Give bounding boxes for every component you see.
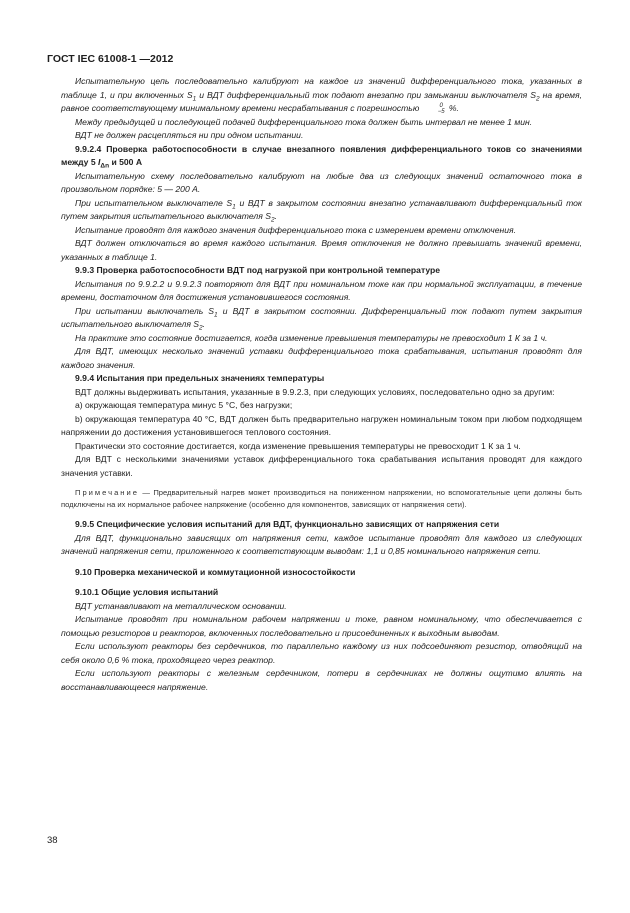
document-body [61,75,582,694]
standard-header: ГОСТ IEC 61008-1 —2012 [47,53,174,65]
paragraph: Испытание проводят для каждого значения дифференциального тока с измерением времени отключения. [75,224,516,235]
paragraph: Испытание проводят при номинальном рабочем напряжении и токе, равном номинальному, что обеспечивается с помощью резисторов и реакторов, включенных последовательно и присоединенных к выходным выводам. [61,614,582,638]
page-number: 38 [47,835,58,846]
tolerance-fraction: 0 −5 [437,102,445,115]
paragraph: Испытательную схему последовательно калибруют на любые два из следующих значений остаточного тока в произвольном порядке: 5 — 200 А. [61,170,582,194]
paragraph: ВДТ не должен расцепляться ни при одном испытании. [75,130,304,140]
note-label: Примечание [75,488,139,497]
paragraph: ВДТ должен отключаться во время каждого испытания. Время отключения не должно превышать значений времени, указанных в таблице 1. [61,238,582,262]
section-heading: 9.9.2.4 Проверка работоспособности в случае внезапного появления дифференциального токов со значениями между 5 $I_{\Delta n}$ и 500 А [61,143,582,170]
paragraph: Для ВДТ с несколькими значениями уставок дифференциального тока срабатывания испытания проводят для каждого значения уставки. [61,454,582,478]
paragraph: Для ВДТ, функционально зависящих от напряжения сети, каждое испытание проводят для каждого из следующих значений напряжения сети, приложенного к соответствующим выводам: 1,1 и 0,85 номинального напряжения сети. [61,532,582,556]
section-heading: 9.10 Проверка механической и коммутационной износостойкости [75,566,356,577]
list-item: b) окружающая температура 40 °С, ВДТ должен быть предварительно нагружен номинальным током при любом подходящем напряжении до достижения установившегося теплового состояния. [61,413,582,437]
paragraph: Испытательную цепь последовательно калибруют на каждое из значений дифференциального тока, указанных в таблице 1, и при включенных $S_1$ и ВДТ дифференциальный ток подают внезапно при замыкании выключателя $S_2$ на время, равное соответствующему минимальному времени несрабатывания с погрешностью 0 −5 %. [61,76,583,115]
paragraph: Если используют реакторы с железным сердечником, потери в сердечниках не должны ощутимо влиять на восстанавливающееся напряжение. [61,668,582,692]
section-heading: 9.10.1 Общие условия испытаний [75,587,219,597]
paragraph: При испытательном выключателе $S_1$ и ВДТ в закрытом состоянии внезапно устанавливают дифференциальный ток путем закрытия испытательного выключателя $S_2$. [61,197,582,224]
paragraph: ВДТ устанавливают на металлическом основании. [75,600,287,611]
paragraph: Испытания по 9.9.2.2 и 9.9.2.3 повторяют для ВДТ при номинальном токе как при нормальной эксплуатации, в течение времени, достаточном для достижения установившегося состояния. [61,278,582,302]
paragraph: На практике это состояние достигается, когда изменение превышения температуры не превосходит 1 К за 1 ч. [75,332,548,343]
section-heading: 9.9.3 Проверка работоспособности ВДТ под нагрузкой при контрольной температуре [75,265,441,275]
paragraph: Для ВДТ, имеющих несколько значений уставки дифференциального тока срабатывания, испытания проводят для каждого значения. [61,346,582,370]
note: Примечание — Предварительный нагрев может производиться на пониженном напряжении, но вспомогательные цепи должны быть подключены на их нормальное рабочее напряжение (особенно для компонентов, зависящих от напряжения сети). [61,488,582,509]
list-item: a) окружающая температура минус 5 °С, без нагрузки; [75,400,293,410]
paragraph: Между предыдущей и последующей подачей дифференциального тока должен быть интервал не менее 1 мин. [75,116,533,127]
section-heading: 9.9.4 Испытания при предельных значениях температуры [75,373,325,383]
paragraph: Если используют реакторы без сердечников, то параллельно каждому из них подсоединяют резистор, отводящий на себя около 0,6 % тока, проходящего через реактор. [61,641,582,665]
paragraph: Практически это состояние достигается, когда изменение превышения температуры не превосходит 1 К за 1 ч. [75,440,521,451]
paragraph: ВДТ должны выдерживать испытания, указанные в 9.9.2.3, при следующих условиях, последовательно одно за другим: [75,386,555,397]
section-heading: 9.9.5 Специфические условия испытаний для ВДТ, функционально зависящих от напряжения сети [75,519,500,529]
paragraph: При испытании выключатель $S_1$ и ВДТ в закрытом состоянии. Дифференциальный ток подают путем закрытия испытательного выключателя $S_2$. [61,305,582,332]
